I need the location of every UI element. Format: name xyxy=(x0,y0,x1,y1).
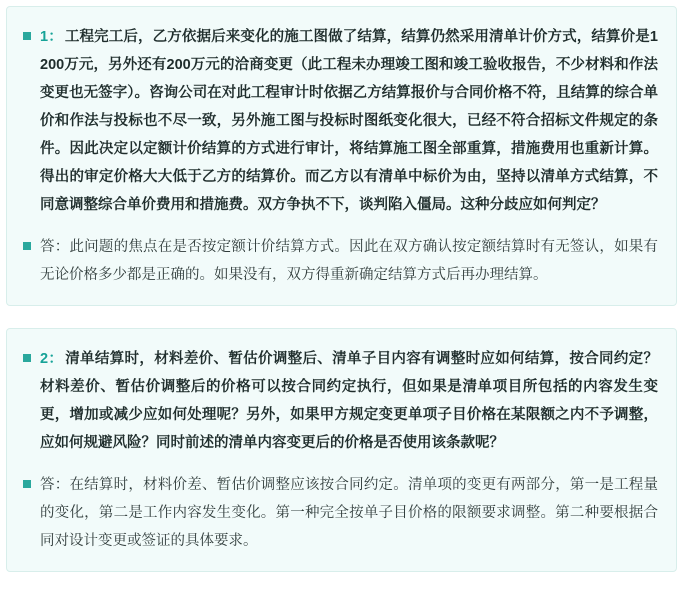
square-bullet-icon xyxy=(23,354,31,362)
answer-block-1 xyxy=(23,233,658,289)
answer-label-2: 答： xyxy=(40,477,70,493)
answer-text-1 xyxy=(40,233,658,289)
answer-text-2 xyxy=(40,471,658,555)
square-bullet-icon xyxy=(23,480,31,488)
question-text-2 xyxy=(40,345,658,457)
answer-body-1: 此问题的焦点在是否按定额计价结算方式。因此在双方确认按定额结算时有无签认，如果有无论价格多少都是正确的。如果没有，双方得重新确定结算方式后再办理结算。 xyxy=(40,239,659,283)
question-number-2: 2： xyxy=(40,351,64,367)
question-number-1: 1： xyxy=(40,29,63,45)
answer-body-2: 在结算时，材料价差、暂估价调整应该按合同约定。清单项的变更有两部分，第一是工程量的变化，第二是工作内容发生变化。第一种完全按单子目价格的限额要求调整。第二种要根据合同对设计变更或签证的具体要求。 xyxy=(40,477,659,549)
question-text-1 xyxy=(40,23,658,219)
qa-card-1 xyxy=(6,6,677,306)
question-body-2: 清单结算时，材料差价、暂估价调整后、清单子目内容有调整时应如何结算，按合同约定？材料差价、暂估价调整后的价格可以按合同约定执行，但如果是清单项目所包括的内容发生变更，增加或减少应如何处理呢？另外，如果甲方规定变更单项子目价格在某限额之内不予调整，应如何规避风险？同时前述的清单内容变更后的价格是否使用该条款呢？ xyxy=(40,351,658,451)
question-block-1 xyxy=(23,23,658,219)
answer-label-1: 答： xyxy=(40,239,70,255)
question-block-2 xyxy=(23,345,658,457)
square-bullet-icon xyxy=(23,242,31,250)
question-body-1: 工程完工后，乙方依据后来变化的施工图做了结算，结算仍然采用清单计价方式，结算价是1200万元，另外还有200万元的洽商变更（此工程未办理竣工图和竣工验收报告，不少材料和作法变更也无签字）。咨询公司在对此工程审计时依据乙方结算报价与合同价格不符，且结算的综合单价和作法与投标也不尽一致，另外施工图与投标时图纸变化很大，已经不符合招标文件规定的条件。因此决定以定额计价结算的方式进行审计，将结算施工图全部重算，措施费用也重新计算。得出的审定价格大大低于乙方的结算价。而乙方以有清单中标价为由，坚持以清单方式结算，不同意调整综合单价费用和措施费。双方争执不下，谈判陷入僵局。这种分歧应如何判定？ xyxy=(40,29,658,213)
square-bullet-icon xyxy=(23,32,31,40)
answer-block-2 xyxy=(23,471,658,555)
qa-card-2 xyxy=(6,328,677,572)
